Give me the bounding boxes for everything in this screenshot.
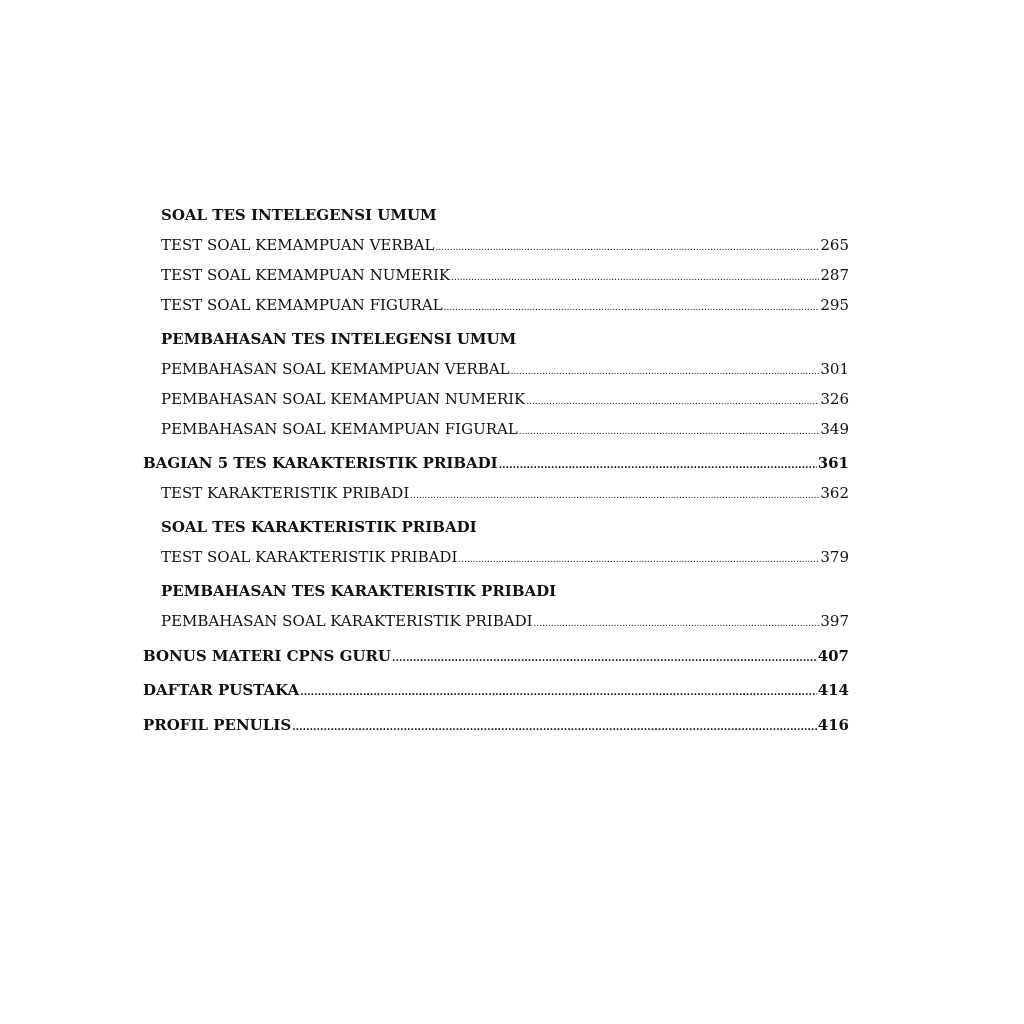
toc-entry-label: PEMBAHASAN SOAL KEMAMPUAN FIGURAL — [161, 420, 518, 438]
toc-entry[interactable] — [161, 483, 849, 506]
toc-heading-label: SOAL TES KARAKTERISTIK PRIBADI — [161, 518, 477, 536]
toc-entry-label: TEST SOAL KEMAMPUAN NUMERIK — [161, 266, 451, 284]
toc-section-heading — [161, 517, 849, 537]
dot-leader — [499, 456, 817, 476]
toc-entry[interactable] — [161, 547, 849, 570]
toc-entry[interactable] — [161, 611, 849, 634]
toc-entry-label: BONUS MATERI CPNS GURU — [143, 647, 392, 665]
toc-page-number: 414 — [817, 681, 849, 699]
dot-leader — [511, 362, 820, 382]
toc-chapter-entry[interactable] — [143, 715, 849, 738]
dot-leader — [534, 614, 820, 634]
toc-entry-label: PROFIL PENULIS — [143, 716, 292, 734]
toc-page-number: 362 — [820, 484, 849, 502]
toc-section-heading — [161, 581, 849, 601]
toc-chapter-entry[interactable] — [143, 680, 849, 703]
toc-entry[interactable] — [161, 359, 849, 382]
toc-entry[interactable] — [161, 265, 849, 288]
dot-leader — [435, 238, 819, 258]
toc-section-heading — [161, 205, 849, 225]
dot-leader — [292, 718, 817, 738]
toc-page-number: 397 — [820, 612, 849, 630]
toc-page-number: 301 — [820, 360, 849, 378]
dot-leader — [526, 392, 819, 412]
toc-page-number: 361 — [817, 454, 849, 472]
toc-page-number: 265 — [820, 236, 849, 254]
toc-heading-label: PEMBAHASAN TES INTELEGENSI UMUM — [161, 330, 517, 348]
toc-page-number: 416 — [817, 716, 849, 734]
toc-entry[interactable] — [161, 295, 849, 318]
toc-entry[interactable] — [161, 419, 849, 442]
toc-entry-label: TEST KARAKTERISTIK PRIBADI — [161, 484, 410, 502]
toc-heading-label: SOAL TES INTELEGENSI UMUM — [161, 206, 437, 224]
dot-leader — [519, 422, 820, 442]
toc-entry-label: TEST SOAL KEMAMPUAN VERBAL — [161, 236, 435, 254]
dot-leader — [392, 649, 817, 669]
toc-page-number: 379 — [820, 548, 849, 566]
dot-leader — [444, 298, 820, 318]
toc-entry-label: TEST SOAL KARAKTERISTIK PRIBADI — [161, 548, 458, 566]
toc-entry-label: BAGIAN 5 TES KARAKTERISTIK PRIBADI — [143, 454, 498, 472]
toc-entry-label: TEST SOAL KEMAMPUAN FIGURAL — [161, 296, 443, 314]
toc-page-number: 295 — [820, 296, 849, 314]
toc-entry-label: PEMBAHASAN SOAL KARAKTERISTIK PRIBADI — [161, 612, 533, 630]
toc-chapter-entry[interactable] — [143, 646, 849, 669]
toc-entry-label: PEMBAHASAN SOAL KEMAMPUAN NUMERIK — [161, 390, 526, 408]
toc-heading-label: PEMBAHASAN TES KARAKTERISTIK PRIBADI — [161, 582, 557, 600]
dot-leader — [300, 683, 816, 703]
toc-page-number: 407 — [817, 647, 849, 665]
toc-chapter-entry[interactable] — [143, 453, 849, 476]
toc-page-number: 326 — [820, 390, 849, 408]
toc-entry[interactable] — [161, 235, 849, 258]
toc-section-heading — [161, 329, 849, 349]
toc-entry-label: DAFTAR PUSTAKA — [143, 681, 300, 699]
dot-leader — [451, 268, 819, 288]
toc-entry-label: PEMBAHASAN SOAL KEMAMPUAN VERBAL — [161, 360, 510, 378]
toc-page-number: 349 — [820, 420, 849, 438]
toc-page-number: 287 — [820, 266, 849, 284]
dot-leader — [410, 486, 819, 506]
dot-leader — [458, 550, 819, 570]
toc-entry[interactable] — [161, 389, 849, 412]
